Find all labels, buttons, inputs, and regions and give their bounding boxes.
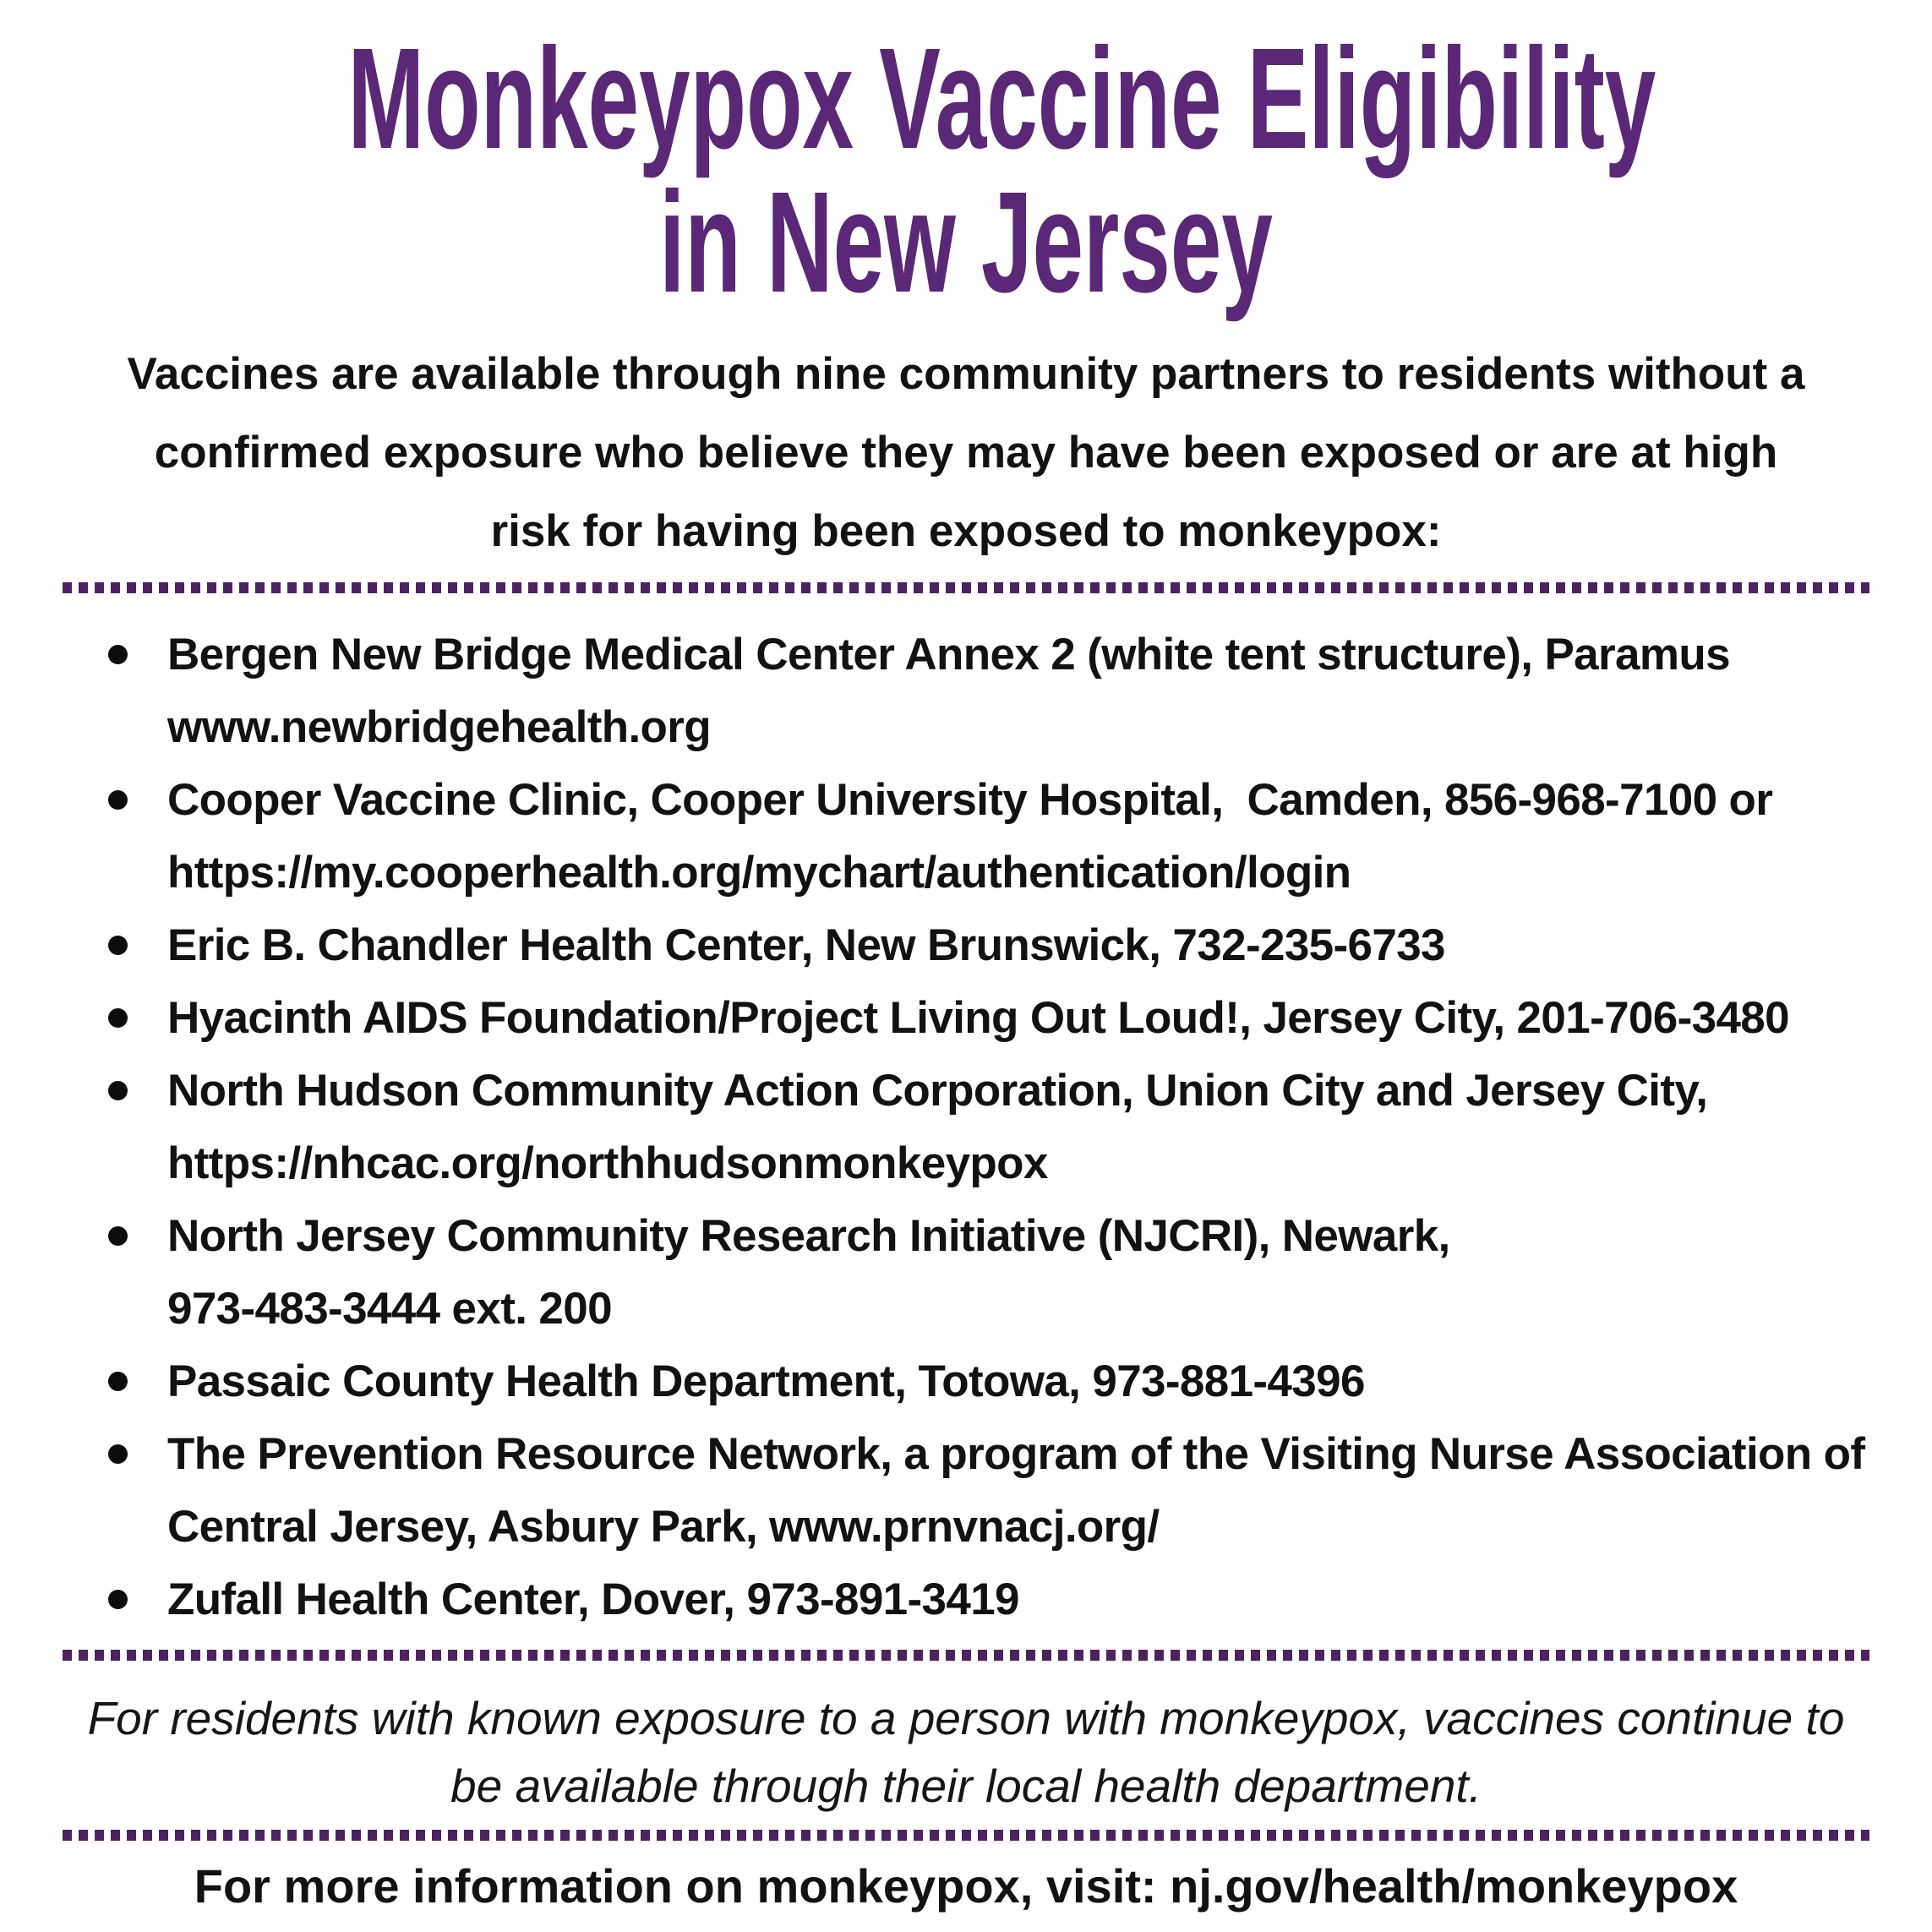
bullet-icon [108, 936, 128, 955]
title-line-1: Monkeypox Vaccine Eligibility [347, 19, 1656, 179]
list-item [108, 1055, 1908, 1200]
known-exposure-note [0, 1684, 1932, 1820]
partner-line-primary: The Prevention Resource Network, a program of the Visiting Nurse Association of [167, 1429, 1865, 1479]
list-item [108, 764, 1908, 909]
bullet-icon [108, 1008, 128, 1028]
bullet-icon [108, 1590, 128, 1609]
footer-text: For more information on monkeypox, visit: nj.gov/health/monkeypox [194, 1859, 1738, 1913]
list-item [108, 1345, 1908, 1418]
list-item [108, 982, 1908, 1055]
partner-text [167, 1418, 1864, 1564]
partner-text [167, 1345, 1365, 1418]
bullet-icon [108, 1372, 128, 1391]
partner-line-primary: Bergen New Bridge Medical Center Annex 2 (white tent structure), Paramus [167, 630, 1730, 679]
partner-text [167, 909, 1445, 982]
partner-line-primary: Cooper Vaccine Clinic, Cooper University Hospital, Camden, 856-968-7100 or [167, 775, 1773, 825]
partner-text [167, 619, 1730, 764]
partner-line-primary: Zufall Health Center, Dover, 973-891-3419 [167, 1575, 1019, 1624]
partner-line-secondary: www.newbridgehealth.org [167, 702, 712, 752]
partners-list [0, 619, 1932, 1636]
intro-line: Vaccines are available through nine community partners to residents without a [127, 349, 1805, 399]
bullet-icon [108, 645, 128, 664]
list-item [108, 1200, 1908, 1345]
note-line: For residents with known exposure to a person with monkeypox, vaccines continue to [87, 1692, 1845, 1744]
dotted-divider-top [63, 582, 1869, 593]
bullet-icon [108, 1444, 128, 1464]
bullet-icon [108, 790, 128, 810]
page-title [0, 19, 1932, 323]
partner-text [167, 1564, 1019, 1636]
partner-text [167, 1055, 1707, 1200]
dotted-divider-bottom [63, 1830, 1869, 1841]
partner-line-primary: Hyacinth AIDS Foundation/Project Living Out Loud!, Jersey City, 201-706-3480 [167, 993, 1789, 1043]
intro-line: confirmed exposure who believe they may have been exposed or are at high [154, 428, 1778, 478]
more-info-footer [0, 1859, 1932, 1913]
partner-line-primary: North Jersey Community Research Initiative (NJCRI), Newark, [167, 1211, 1450, 1261]
partner-line-secondary: Central Jersey, Asbury Park, www.prnvnacj.org/ [167, 1502, 1160, 1552]
partner-line-secondary: https://nhcac.org/northhudsonmonkeypox [167, 1138, 1048, 1188]
partner-line-primary: North Hudson Community Action Corporation, Union City and Jersey City, [167, 1066, 1708, 1116]
intro-paragraph [0, 335, 1932, 570]
bullet-icon [108, 1226, 128, 1246]
partner-text [167, 1200, 1450, 1345]
partner-line-secondary: https://my.cooperhealth.org/mychart/authentication/login [167, 848, 1351, 898]
note-line: be available through their local health department. [450, 1760, 1482, 1812]
bullet-icon [108, 1081, 128, 1100]
partner-line-primary: Passaic County Health Department, Totowa, 973-881-4396 [167, 1356, 1365, 1406]
title-line-2: in New Jersey [659, 162, 1273, 323]
partner-text [167, 764, 1772, 909]
partner-text [167, 982, 1789, 1055]
intro-line: risk for having been exposed to monkeypox: [490, 506, 1442, 556]
list-item [108, 909, 1908, 982]
list-item [108, 1564, 1908, 1636]
list-item [108, 619, 1908, 764]
dotted-divider-middle [63, 1650, 1869, 1661]
partner-line-secondary: 973-483-3444 ext. 200 [167, 1284, 612, 1334]
partner-line-primary: Eric B. Chandler Health Center, New Brunswick, 732-235-6733 [167, 920, 1445, 970]
list-item [108, 1418, 1908, 1564]
